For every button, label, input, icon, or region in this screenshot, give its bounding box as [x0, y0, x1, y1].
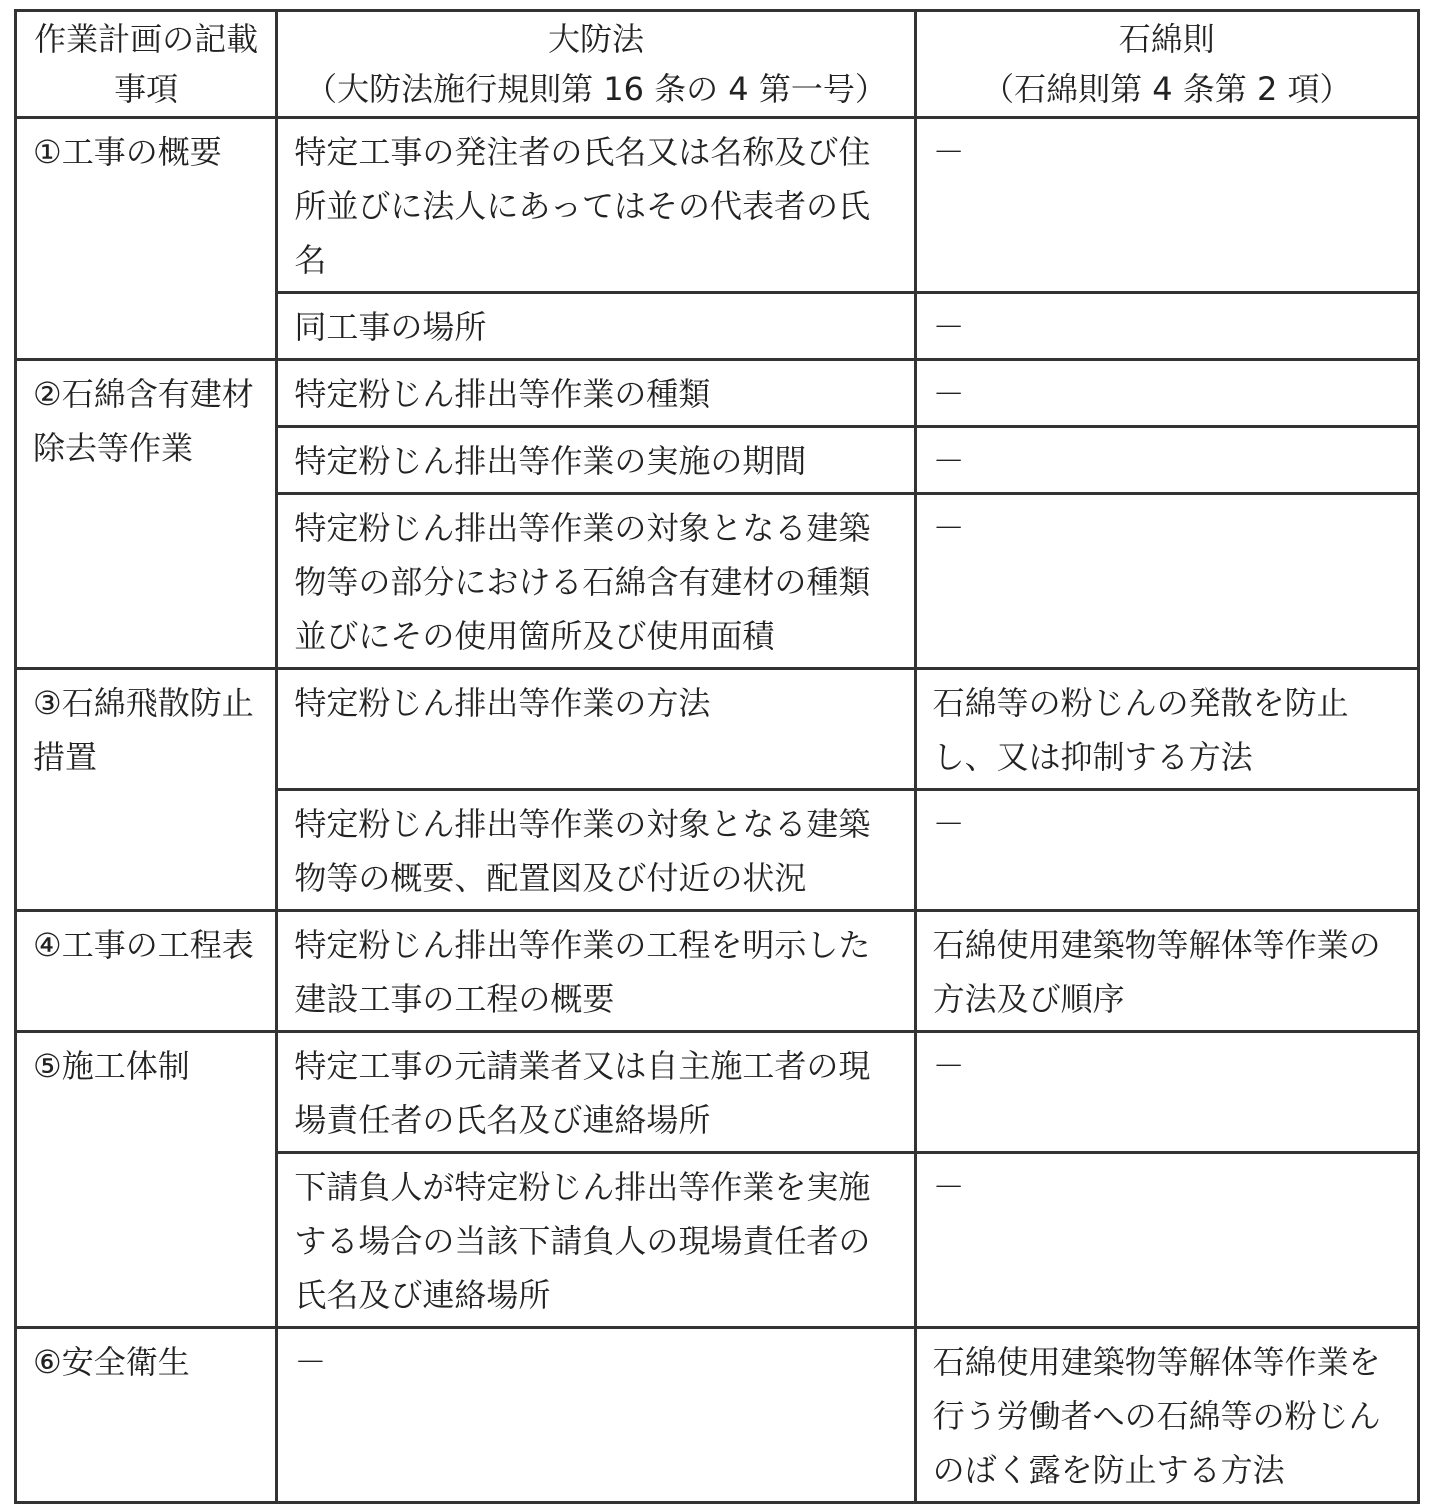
sekimen-cell: －	[915, 427, 1418, 494]
sekimen-cell: －	[915, 118, 1418, 293]
sekimen-cell: －	[915, 1032, 1418, 1153]
section-label: ③石綿飛散防止措置	[16, 669, 277, 911]
taibou-cell: 特定粉じん排出等作業の対象となる建築物等の部分における石綿含有建材の種類並びにその使用箇所及び使用面積	[277, 494, 915, 669]
taibou-cell: －	[277, 1328, 915, 1503]
taibou-cell: 特定粉じん排出等作業の対象となる建築物等の概要、配置図及び付近の状況	[277, 790, 915, 911]
sekimen-cell: 石綿使用建築物等解体等作業の方法及び順序	[915, 911, 1418, 1032]
section-label: ⑤施工体制	[16, 1032, 277, 1328]
sekimen-cell: －	[915, 494, 1418, 669]
sekimen-cell: －	[915, 360, 1418, 427]
taibou-cell: 特定粉じん排出等作業の方法	[277, 669, 915, 790]
section-label: ①工事の概要	[16, 118, 277, 360]
header-item-line1: 作業計画の記載	[34, 20, 259, 58]
header-sekimen-line1: 石綿則	[1118, 20, 1215, 58]
taibou-cell: 特定工事の発注者の氏名又は名称及び住所並びに法人にあってはその代表者の氏名	[277, 118, 915, 293]
sekimen-cell: －	[915, 293, 1418, 360]
section-label: ④工事の工程表	[16, 911, 277, 1032]
taibou-cell: 特定粉じん排出等作業の種類	[277, 360, 915, 427]
table-row	[16, 1328, 1419, 1503]
taibou-cell: 下請負人が特定粉じん排出等作業を実施する場合の当該下請負人の現場責任者の氏名及び連絡場所	[277, 1153, 915, 1328]
comparison-table	[14, 9, 1420, 1504]
section-label: ⑥安全衛生	[16, 1328, 277, 1503]
sekimen-cell: －	[915, 1153, 1418, 1328]
table-row	[16, 118, 1419, 293]
header-item-line2: 事項	[114, 70, 179, 108]
sekimen-cell: 石綿使用建築物等解体等作業を行う労働者への石綿等の粉じんのばく露を防止する方法	[915, 1328, 1418, 1503]
header-item	[16, 11, 277, 118]
taibou-cell: 特定工事の元請業者又は自主施工者の現場責任者の氏名及び連絡場所	[277, 1032, 915, 1153]
sekimen-cell: 石綿等の粉じんの発散を防止し、又は抑制する方法	[915, 669, 1418, 790]
taibou-cell: 同工事の場所	[277, 293, 915, 360]
header-taibou	[277, 11, 915, 118]
taibou-cell: 特定粉じん排出等作業の実施の期間	[277, 427, 915, 494]
taibou-cell: 特定粉じん排出等作業の工程を明示した建設工事の工程の概要	[277, 911, 915, 1032]
header-sekimen-line2: （石綿則第 4 条第 2 項）	[982, 70, 1352, 108]
table-row	[16, 669, 1419, 790]
header-row	[16, 11, 1419, 118]
table-row	[16, 360, 1419, 427]
table-row	[16, 1032, 1419, 1153]
section-label: ②石綿含有建材除去等作業	[16, 360, 277, 669]
header-taibou-line2: （大防法施行規則第 16 条の 4 第一号）	[305, 70, 887, 108]
header-taibou-line1: 大防法	[547, 20, 644, 58]
sekimen-cell: －	[915, 790, 1418, 911]
header-sekimen	[915, 11, 1418, 118]
table-row	[16, 911, 1419, 1032]
